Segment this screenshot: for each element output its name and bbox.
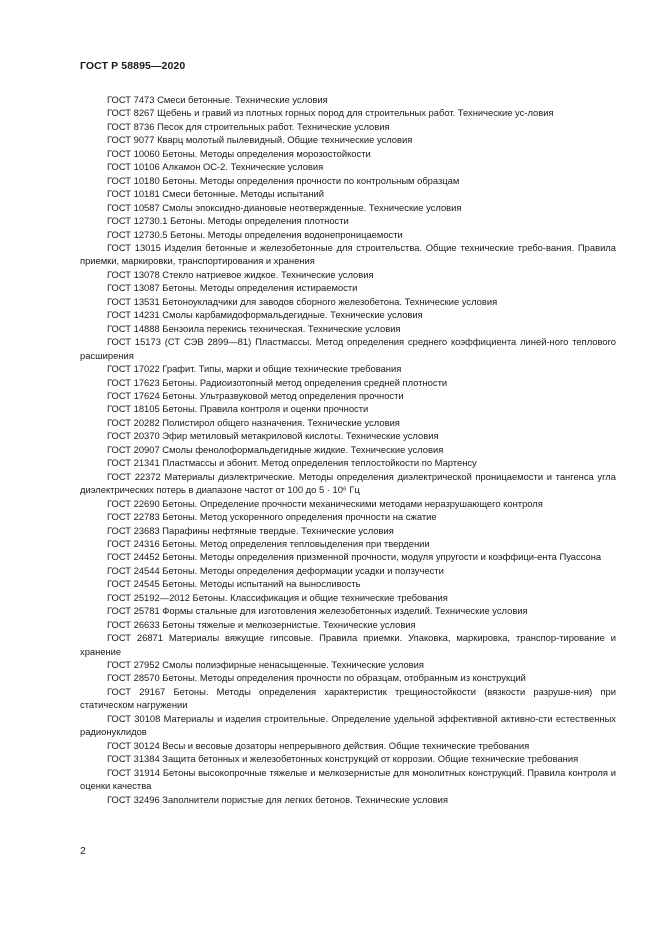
page-number: 2 <box>80 845 86 857</box>
reference-entry: ГОСТ 13531 Бетоноукладчики для заводов сборного железобетона. Технические условия <box>107 295 498 307</box>
reference-entry: ГОСТ 20907 Смолы фенолоформальдегидные жидкие. Технические условия <box>107 443 444 455</box>
reference-entry: ГОСТ 22783 Бетоны. Метод ускоренного определения прочности на сжатие <box>107 511 437 523</box>
reference-entry: ГОСТ 20282 Полистирол общего назначения. Технические условия <box>107 416 400 428</box>
reference-entry: ГОСТ 10106 Алкамон ОС-2. Технические условия <box>107 161 324 173</box>
reference-entry: ГОСТ 27952 Смолы полиэфирные ненасыщенные. Технические условия <box>107 659 424 671</box>
reference-entry: ГОСТ 10587 Смолы эпоксидно-диановые неотвержденные. Технические условия <box>107 201 462 213</box>
normative-references-list <box>80 93 616 806</box>
reference-entry: ГОСТ 10180 Бетоны. Методы определения прочности по контрольным образцам <box>107 174 460 186</box>
reference-entry: ГОСТ 23683 Парафины нефтяные твердые. Технические условия <box>107 524 394 536</box>
reference-entry: ГОСТ 24452 Бетоны. Методы определения призменной прочности, модуля упругости и коэффици-ента Пуассона <box>107 551 602 563</box>
reference-entry: ГОСТ 12730.1 Бетоны. Методы определения плотности <box>107 215 349 227</box>
reference-entry: ГОСТ 17623 Бетоны. Радиоизотопный метод определения средней плотности <box>107 376 448 388</box>
reference-entry: ГОСТ 30124 Весы и весовые дозаторы непрерывного действия. Общие технические требования <box>107 739 530 751</box>
document-header: ГОСТ Р 58895—2020 <box>80 60 186 72</box>
reference-entry: ГОСТ 15173 (СТ СЭВ 2899—81) Пластмассы. Метод определения среднего коэффициента линей-ного теплового расширения <box>80 336 616 361</box>
reference-entry: ГОСТ 26871 Материалы вяжущие гипсовые. Правила приемки. Упаковка, маркировка, транспор-тирование и хранение <box>80 632 616 657</box>
reference-entry: ГОСТ 29167 Бетоны. Методы определения характеристик трещиностойкости (вязкости разруше-ния) при статическом нагружении <box>80 685 616 711</box>
reference-entry: ГОСТ 26633 Бетоны тяжелые и мелкозернистые. Технические условия <box>107 618 416 630</box>
reference-entry: ГОСТ 21341 Пластмассы и эбонит. Метод определения теплостойкости по Мартенсу <box>107 457 477 469</box>
reference-entry: ГОСТ 13015 Изделия бетонные и железобетонные для строительства. Общие технические требо-вания. Правила приемки, маркировки, транспортирования и хранения <box>80 241 616 267</box>
reference-entry: ГОСТ 17624 Бетоны. Ультразвуковой метод определения прочности <box>107 389 404 401</box>
reference-entry: ГОСТ 22372 Материалы диэлектрические. Методы определения диэлектрической проницаемости и тангенса угла диэлектрических потерь в диапазоне частот от 100 до 5 · 10⁶ Гц <box>80 470 616 496</box>
reference-entry: ГОСТ 18105 Бетоны. Правила контроля и оценки прочности <box>107 403 369 415</box>
reference-entry: ГОСТ 7473 Смеси бетонные. Технические условия <box>107 94 328 105</box>
reference-entry: ГОСТ 31384 Защита бетонных и железобетонных конструкций от коррозии. Общие технические требования <box>107 753 579 765</box>
reference-entry: ГОСТ 22690 Бетоны. Определение прочности механическими методами неразрушающего контроля <box>107 497 543 509</box>
reference-entry: ГОСТ 13087 Бетоны. Методы определения истираемости <box>107 282 358 294</box>
reference-entry: ГОСТ 31914 Бетоны высокопрочные тяжелые и мелкозернистые для монолитных конструкций. Правила контроля и оценки качества <box>80 766 616 792</box>
reference-entry: ГОСТ 24316 Бетоны. Метод определения тепловыделения при твердении <box>107 537 430 549</box>
reference-entry: ГОСТ 30108 Материалы и изделия строительные. Определение удельной эффективной активно-сти естественных радионуклидов <box>80 712 616 738</box>
reference-entry: ГОСТ 20370 Эфир метиловый метакриловой кислоты. Технические условия <box>107 430 439 442</box>
reference-entry: ГОСТ 25192—2012 Бетоны. Классификация и общие технические требования <box>107 591 448 603</box>
reference-entry: ГОСТ 10060 Бетоны. Методы определения морозостойкости <box>107 147 371 159</box>
reference-entry: ГОСТ 10181 Смеси бетонные. Методы испытаний <box>107 188 324 200</box>
reference-entry: ГОСТ 14888 Бензоила перекись техническая. Технические условия <box>107 322 401 334</box>
reference-entry: ГОСТ 8736 Песок для строительных работ. Технические условия <box>107 120 390 132</box>
reference-entry: ГОСТ 25781 Формы стальные для изготовления железобетонных изделий. Технические условия <box>107 605 528 617</box>
reference-entry: ГОСТ 14231 Смолы карбамидоформальдегидные. Технические условия <box>107 309 423 321</box>
reference-entry: ГОСТ 17022 Графит. Типы, марки и общие технические требования <box>107 363 402 375</box>
reference-entry: ГОСТ 24545 Бетоны. Методы испытаний на выносливость <box>107 578 361 590</box>
reference-entry: ГОСТ 32496 Заполнители пористые для легких бетонов. Технические условия <box>107 793 448 805</box>
reference-entry: ГОСТ 24544 Бетоны. Методы определения деформации усадки и ползучести <box>107 564 444 576</box>
reference-entry: ГОСТ 9077 Кварц молотый пылевидный. Общие технические условия <box>107 134 413 146</box>
reference-entry: ГОСТ 8267 Щебень и гравий из плотных горных пород для строительных работ. Технические ус-ловия <box>107 107 554 119</box>
reference-entry: ГОСТ 28570 Бетоны. Методы определения прочности по образцам, отобранным из конструкций <box>107 672 526 684</box>
reference-entry: ГОСТ 12730.5 Бетоны. Методы определения водонепроницаемости <box>107 228 403 240</box>
reference-entry: ГОСТ 13078 Стекло натриевое жидкое. Технические условия <box>107 268 374 280</box>
